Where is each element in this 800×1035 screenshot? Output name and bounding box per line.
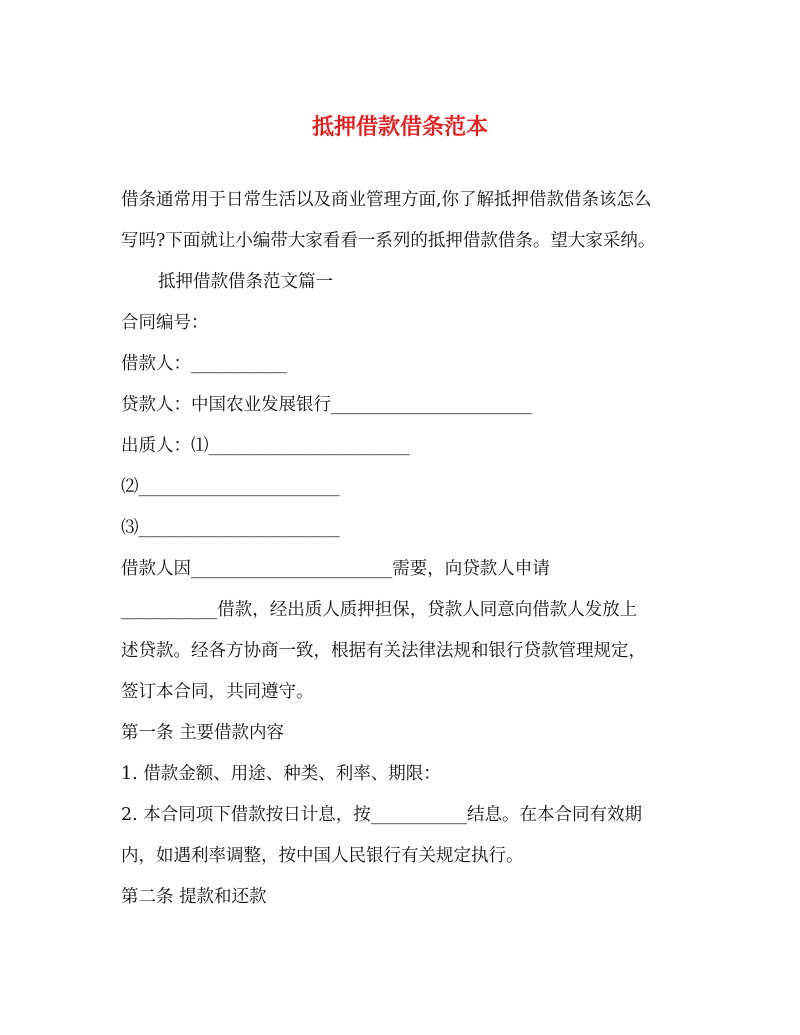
article-2-heading: 第二条 提款和还款 xyxy=(121,887,267,907)
item-2-line-2: 内，如遇利率调整，按中国人民银行有关规定执行。 xyxy=(121,846,524,866)
pledger-field-2: ⑵_______________________ xyxy=(121,477,340,497)
section-heading: 抵押借款借条范文篇一 xyxy=(158,272,333,292)
pledger-field-1: 出质人：⑴_______________________ xyxy=(121,436,410,456)
item-2-line-1: 2. 本合同项下借款按日计息，按___________结息。在本合同有效期 xyxy=(121,805,643,825)
article-1-heading: 第一条 主要借款内容 xyxy=(121,723,285,743)
intro-line-1: 借条通常用于日常生活以及商业管理方面,你了解抵押借款借条该怎么 xyxy=(121,190,652,210)
purpose-line-1: 借款人因_______________________需要，向贷款人申请 xyxy=(121,559,550,579)
document-body xyxy=(121,180,681,918)
borrower-field: 借款人：___________ xyxy=(121,354,288,374)
item-1: 1. 借款金额、用途、种类、利率、期限： xyxy=(121,764,441,784)
contract-number-field: 合同编号： xyxy=(121,313,209,333)
pledger-field-3: ⑶_______________________ xyxy=(121,518,340,538)
purpose-line-2: ___________借款，经出质人质押担保，贷款人同意向借款人发放上 xyxy=(121,600,638,620)
document-title: 抵押借款借条范本 xyxy=(311,114,488,140)
lender-field: 贷款人：中国农业发展银行_______________________ xyxy=(121,395,533,415)
purpose-line-4: 签订本合同，共同遵守。 xyxy=(121,682,314,702)
purpose-line-3: 述贷款。经各方协商一致，根据有关法律法规和银行贷款管理规定， xyxy=(121,641,646,661)
intro-line-2: 写吗?下面就让小编带大家看看一系列的抵押借款借条。望大家采纳。 xyxy=(121,231,656,251)
